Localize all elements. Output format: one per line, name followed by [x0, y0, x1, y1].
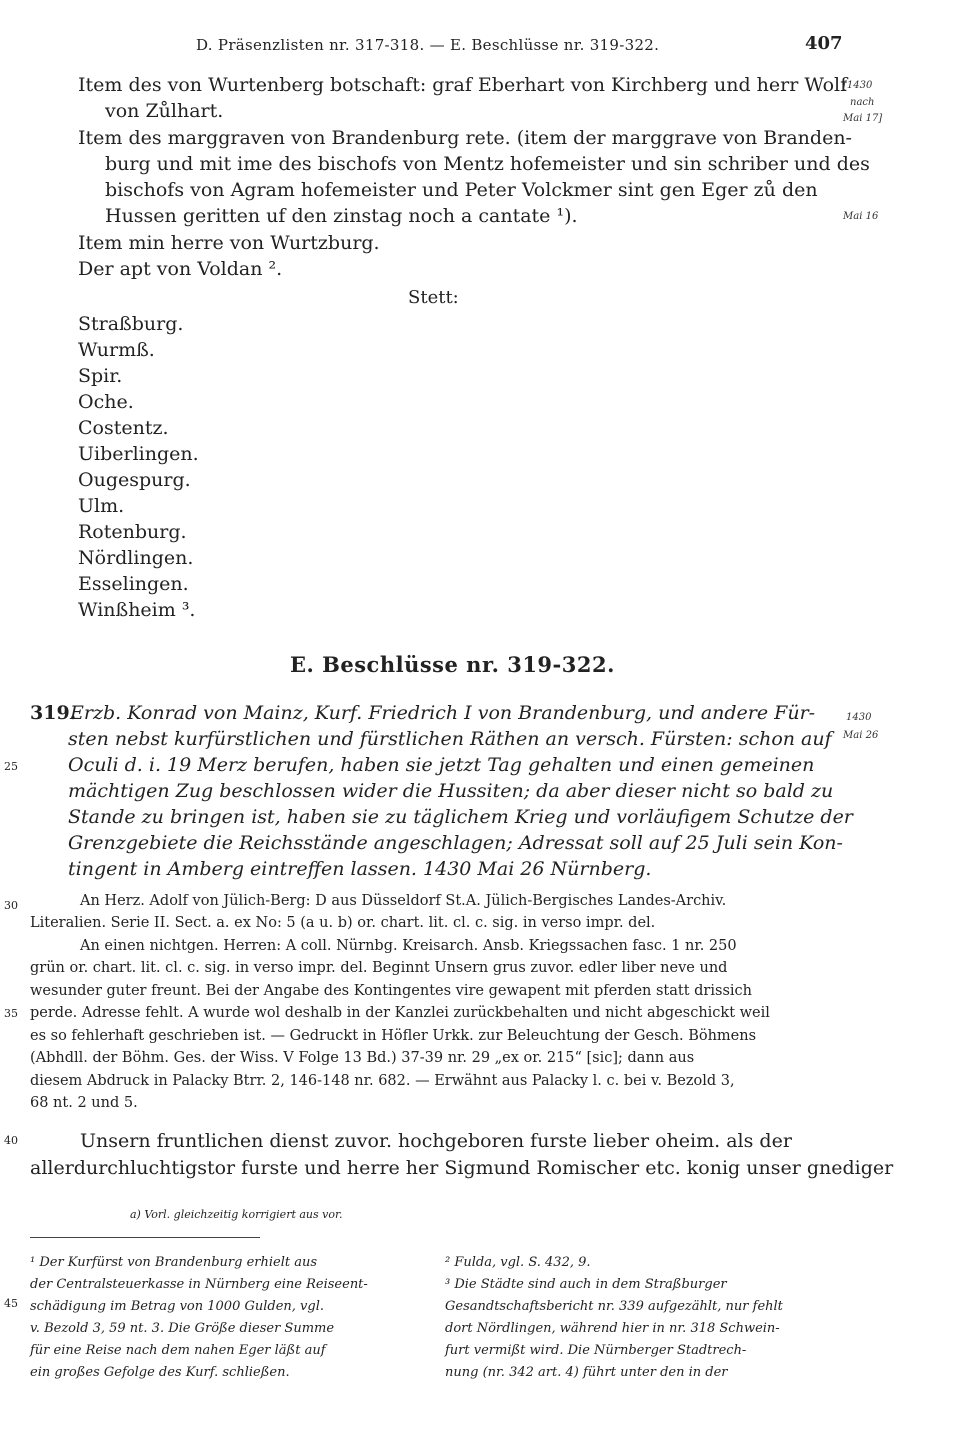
city-item: Oche. [78, 391, 134, 413]
footnote-line: ² Fulda, vgl. S. 432, 9. [445, 1255, 591, 1270]
city-item: Ougespurg. [78, 469, 191, 491]
margin-date: [1430 [843, 80, 873, 91]
regest-line: Oculi d. i. 19 Merz berufen, haben sie jetzt Tag gehalten und einen gemeinen [68, 754, 815, 776]
body-line: Unsern fruntlichen dienst zuvor. hochgeboren furste lieber oheim. als der [80, 1130, 792, 1152]
city-item: Wurmß. [78, 339, 155, 361]
city-item: Rotenburg. [78, 521, 187, 543]
regest-line: mächtigen Zug beschlossen wider die Hussiten; da aber dieser nicht so bald zu [68, 780, 834, 802]
page-number: 407 [805, 33, 843, 54]
regest-number: 319. [30, 702, 77, 724]
line-number: 35 [4, 1007, 18, 1020]
city-item: Uiberlingen. [78, 443, 199, 465]
text-line: Item des von Wurtenberg botschaft: graf Eberhart von Kirchberg und herr Wolf [78, 74, 848, 96]
city-item: Straßburg. [78, 313, 184, 335]
source-line: Literalien. Serie II. Sect. a. ex No: 5 (a u. b) or. chart. lit. cl. c. sig. in verso impr. del. [30, 915, 656, 931]
margin-date: 1430 [846, 712, 872, 723]
regest-line: Grenzgebiete die Reichsstände angeschlagen; Adressat soll auf 25 Juli sein Kon- [68, 832, 843, 854]
footnote-line: ¹ Der Kurfürst von Brandenburg erhielt aus [30, 1255, 318, 1270]
line-number: 25 [4, 760, 18, 773]
text-note: a) Vorl. gleichzeitig korrigiert aus vor. [130, 1208, 343, 1221]
source-line: An einen nichtgen. Herren: A coll. Nürnbg. Kreisarch. Ansb. Kriegssachen fasc. 1 nr. 250 [80, 938, 737, 954]
regest-line: Erzb. Konrad von Mainz, Kurf. Friedrich I von Brandenburg, und andere Für- [70, 702, 816, 724]
regest-line: sten nebst kurfürstlichen und fürstlichen Räthen an versch. Fürsten: schon auf [68, 728, 832, 750]
footnote-line: Gesandtschaftsbericht nr. 339 aufgezählt, nur fehlt [445, 1299, 783, 1314]
running-title: D. Präsenzlisten nr. 317-318. — E. Beschlüsse nr. 319-322. [196, 36, 660, 54]
footnote-rule [30, 1237, 260, 1238]
source-line: An Herz. Adolf von Jülich-Berg: D aus Düsseldorf St.A. Jülich-Bergisches Landes-Archiv. [80, 893, 727, 909]
footnote-line: dort Nördlingen, während hier in nr. 318 Schwein- [445, 1321, 780, 1336]
footnote-line: der Centralsteuerkasse in Nürnberg eine Reiseent- [30, 1277, 368, 1292]
footnote-line: nung (nr. 342 art. 4) führt unter den in der [445, 1365, 728, 1380]
footnote-line: v. Bezold 3, 59 nt. 3. Die Größe dieser Summe [30, 1321, 335, 1336]
source-line: grün or. chart. lit. cl. c. sig. in verso impr. del. Beginnt Unsern grus zuvor. edler liber neve und [30, 960, 728, 976]
regest-line: Stande zu bringen ist, haben sie zu täglichem Krieg und vorläufigem Schutze der [68, 806, 853, 828]
margin-date: nach [850, 97, 875, 108]
footnote-line: schädigung im Betrag von 1000 Gulden, vgl. [30, 1299, 324, 1314]
city-item: Winßheim ³. [78, 599, 196, 621]
city-item: Esselingen. [78, 573, 189, 595]
text-line: Item des marggraven von Brandenburg rete. (item der marggrave von Branden- [78, 127, 852, 149]
margin-date: Mai 16 [843, 211, 879, 222]
footnote-line: ³ Die Städte sind auch in dem Straßburger [445, 1277, 727, 1292]
text-line: Der apt von Voldan ². [78, 258, 283, 280]
text-line: Hussen geritten uf den zinstag noch a cantate ¹). [105, 205, 578, 227]
margin-date: Mai 26 [843, 730, 879, 741]
text-line: burg und mit ime des bischofs von Mentz hofemeister und sin schriber und des [105, 153, 870, 175]
city-item: Costentz. [78, 417, 169, 439]
line-number: 30 [4, 899, 18, 912]
city-item: Ulm. [78, 495, 125, 517]
city-item: Spir. [78, 365, 123, 387]
margin-date: Mai 17] [843, 113, 883, 124]
regest-line: tingent in Amberg eintreffen lassen. 1430 Mai 26 Nürnberg. [68, 858, 652, 880]
source-line: wesunder guter freunt. Bei der Angabe des Kontingentes vire gewapent mit pferden statt drissich [30, 983, 752, 999]
text-line: von Zůlhart. [105, 100, 224, 122]
source-line: es so fehlerhaft geschrieben ist. — Gedruckt in Höfler Urkk. zur Beleuchtung der Gesch. Böhmens [30, 1028, 757, 1044]
source-line: 68 nt. 2 und 5. [30, 1095, 138, 1111]
source-line: perde. Adresse fehlt. A wurde wol deshalb in der Kanzlei zurückbehalten und nicht abgeschickt weil [30, 1005, 770, 1021]
footnote-line: für eine Reise nach dem nahen Eger läßt auf [30, 1343, 326, 1358]
footnote-line: furt vermißt wird. Die Nürnberger Stadtrech- [445, 1343, 747, 1358]
city-item: Nördlingen. [78, 547, 194, 569]
text-line: bischofs von Agram hofemeister und Peter Volckmer sint gen Eger zů den [105, 179, 818, 201]
body-line: allerdurchluchtigstor furste und herre her Sigmund Romischer etc. konig unser gnediger [30, 1157, 894, 1179]
line-number: 45 [4, 1297, 18, 1310]
stett-heading: Stett: [408, 287, 459, 308]
section-heading: E. Beschlüsse nr. 319-322. [290, 652, 615, 677]
line-number: 40 [4, 1134, 18, 1147]
footnote-line: ein großes Gefolge des Kurf. schließen. [30, 1365, 290, 1380]
text-line: Item min herre von Wurtzburg. [78, 232, 380, 254]
source-line: (Abhdll. der Böhm. Ges. der Wiss. V Folge 13 Bd.) 37-39 nr. 29 „ex or. 215“ [sic]; dann aus [30, 1050, 695, 1066]
source-line: diesem Abdruck in Palacky Btrr. 2, 146-148 nr. 682. — Erwähnt aus Palacky l. c. bei v. Bezold 3, [30, 1073, 735, 1089]
